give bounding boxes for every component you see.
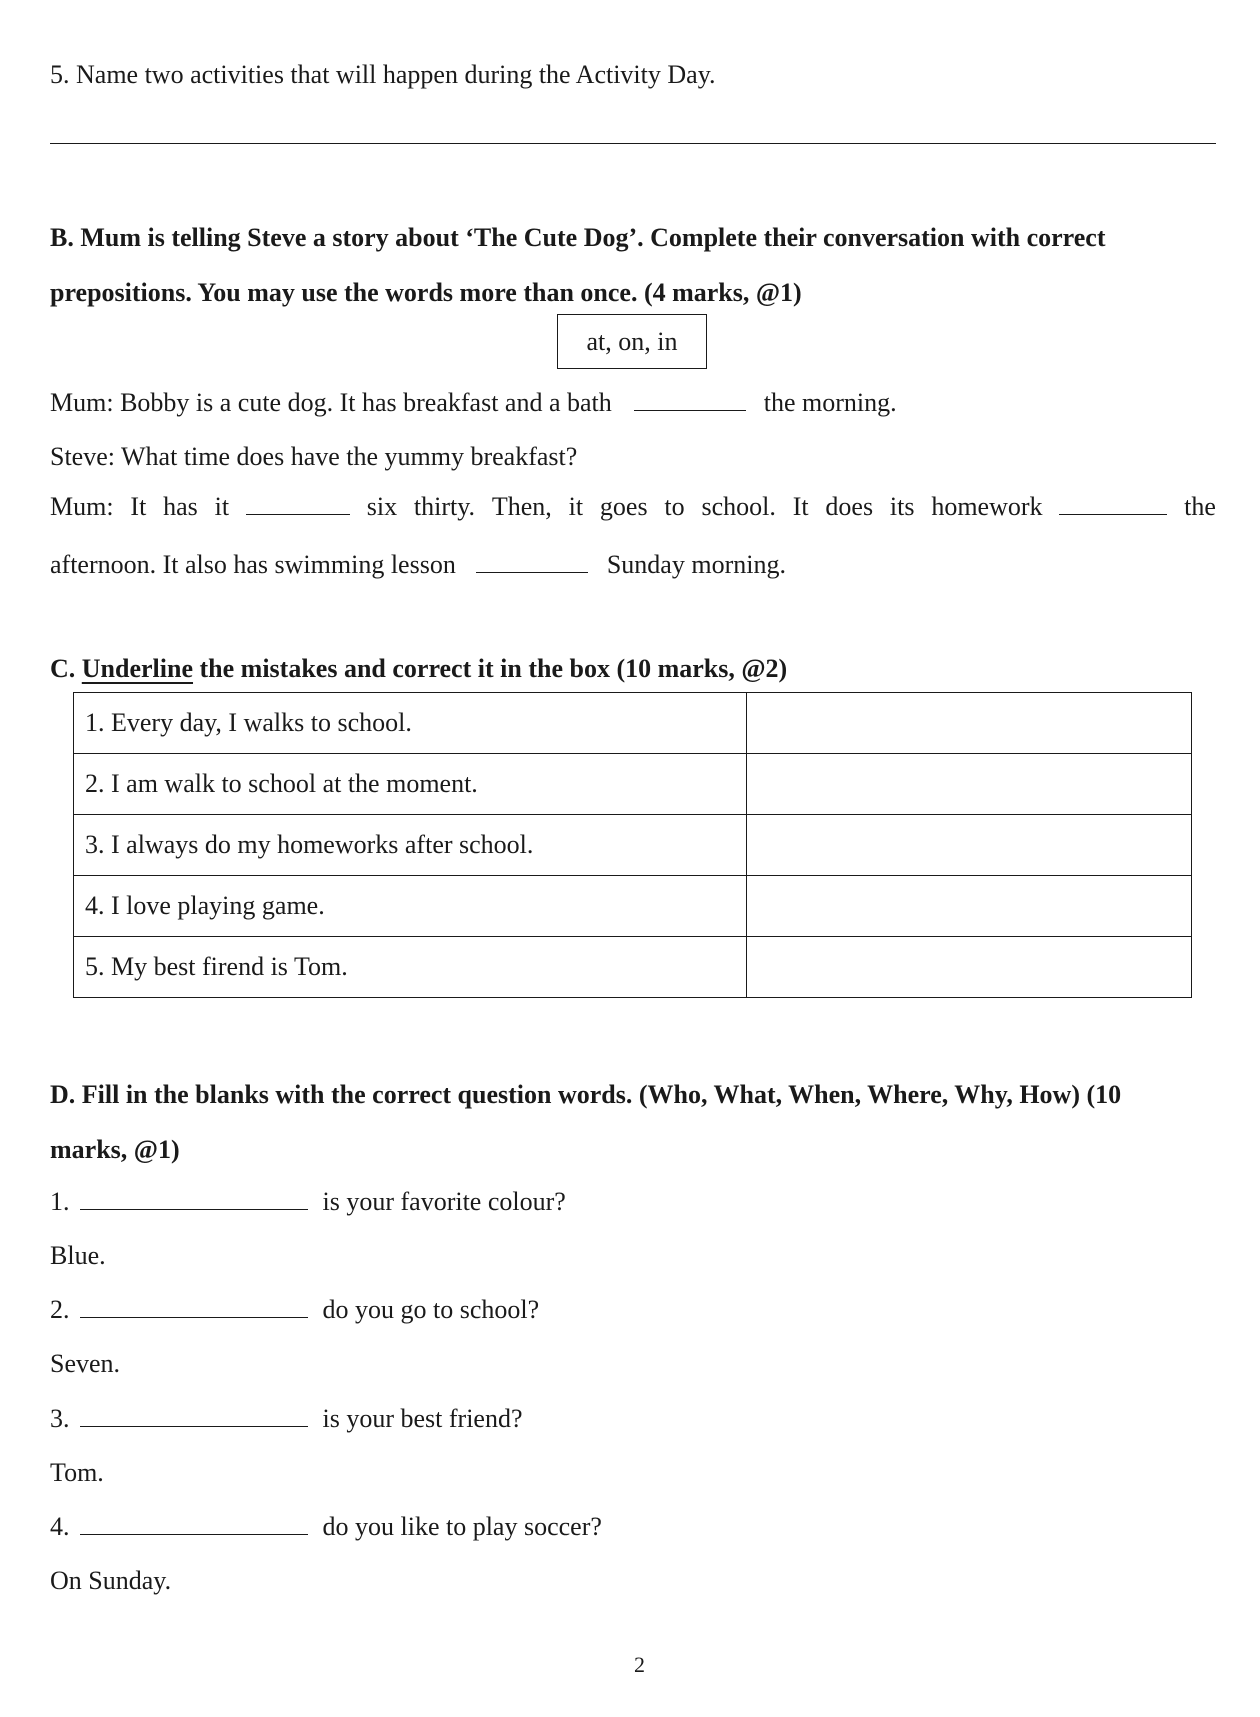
page-number: 2 — [634, 1652, 645, 1677]
word: it — [214, 492, 230, 521]
answer-d4: On Sunday. — [50, 1566, 172, 1595]
question-text: do you go to school? — [322, 1295, 540, 1324]
dialogue-line-3 — [50, 492, 1216, 522]
question-d4 — [50, 1514, 602, 1540]
correction-cell[interactable] — [747, 693, 1192, 754]
word: six — [366, 492, 398, 521]
correction-cell[interactable] — [747, 815, 1192, 876]
word: does — [825, 492, 874, 521]
section-c-underline-word: Underline — [81, 654, 194, 683]
question-number: 2. — [50, 1295, 70, 1324]
sentence-cell[interactable]: 4. I love playing game. — [74, 876, 747, 937]
word: to — [664, 492, 685, 521]
answer-d3: Tom. — [50, 1458, 104, 1487]
table-row — [74, 693, 1192, 754]
table-row — [74, 937, 1192, 998]
dialogue-line-1-end: the morning. — [763, 388, 897, 417]
correction-cell[interactable] — [747, 937, 1192, 998]
section-d-heading-line2: marks, @1) — [50, 1135, 180, 1164]
section-d-heading-line1: D. Fill in the blanks with the correct question words. (Who, What, When, Where, Why, How) (10 — [50, 1080, 1122, 1109]
blank-d4[interactable] — [80, 1533, 308, 1535]
question-number: 1. — [50, 1187, 70, 1216]
question-d3 — [50, 1406, 523, 1432]
word: homework — [931, 492, 1043, 521]
dialogue-line-4-start: afternoon. It also has swimming lesson — [50, 550, 456, 579]
dialogue-line-1-start: Mum: Bobby is a cute dog. It has breakfast and a bath — [50, 388, 612, 417]
correction-cell[interactable] — [747, 876, 1192, 937]
answer-d2: Seven. — [50, 1349, 121, 1378]
word: school. — [701, 492, 776, 521]
word-box-text: at, on, in — [586, 326, 678, 356]
question-number: 4. — [50, 1512, 70, 1541]
section-b-heading-line1: B. Mum is telling Steve a story about ‘The Cute Dog’. Complete their conversation with correct — [50, 223, 1106, 252]
blank-d1[interactable] — [80, 1208, 308, 1210]
word: it — [568, 492, 584, 521]
question-text: is your best friend? — [322, 1404, 523, 1433]
section-c-heading-rest: the mistakes and correct it in the box (10 marks, @2) — [199, 654, 788, 683]
word: Mum: — [50, 492, 114, 521]
word: It — [130, 492, 147, 521]
blank-b2[interactable] — [246, 513, 350, 515]
word: goes — [599, 492, 648, 521]
blank-d3[interactable] — [80, 1425, 308, 1427]
blank-d2[interactable] — [80, 1316, 308, 1318]
table-row — [74, 754, 1192, 815]
blank-b4[interactable] — [476, 571, 588, 573]
word-box — [557, 314, 707, 369]
dialogue-line-2: Steve: What time does have the yummy breakfast? — [50, 442, 578, 471]
dialogue-line-4 — [50, 552, 786, 578]
section-c-letter: C. — [50, 654, 76, 683]
word: It — [792, 492, 809, 521]
word: has — [163, 492, 198, 521]
word: its — [889, 492, 915, 521]
sentence-cell[interactable]: 1. Every day, I walks to school. — [74, 693, 747, 754]
word: the — [1184, 492, 1216, 521]
answer-line-a5[interactable] — [50, 143, 1216, 144]
question-d1 — [50, 1189, 566, 1215]
question-text: do you like to play soccer? — [322, 1512, 602, 1541]
table-row — [74, 876, 1192, 937]
word: Then, — [491, 492, 552, 521]
sentence-cell[interactable]: 3. I always do my homeworks after school. — [74, 815, 747, 876]
answer-d1: Blue. — [50, 1241, 106, 1270]
question-d2 — [50, 1297, 539, 1323]
corrections-table — [73, 692, 1192, 998]
table-row — [74, 815, 1192, 876]
dialogue-line-4-end: Sunday morning. — [606, 550, 786, 579]
question-a5: 5. Name two activities that will happen during the Activity Day. — [50, 60, 716, 89]
question-number: 3. — [50, 1404, 70, 1433]
question-text: is your favorite colour? — [322, 1187, 566, 1216]
blank-b1[interactable] — [634, 409, 746, 411]
sentence-cell[interactable]: 5. My best firend is Tom. — [74, 937, 747, 998]
dialogue-line-1 — [50, 390, 897, 416]
correction-cell[interactable] — [747, 754, 1192, 815]
sentence-cell[interactable]: 2. I am walk to school at the moment. — [74, 754, 747, 815]
section-c-heading — [50, 656, 787, 682]
blank-b3[interactable] — [1059, 513, 1167, 515]
word: thirty. — [413, 492, 476, 521]
section-b-heading-line2: prepositions. You may use the words more than once. (4 marks, @1) — [50, 278, 802, 307]
